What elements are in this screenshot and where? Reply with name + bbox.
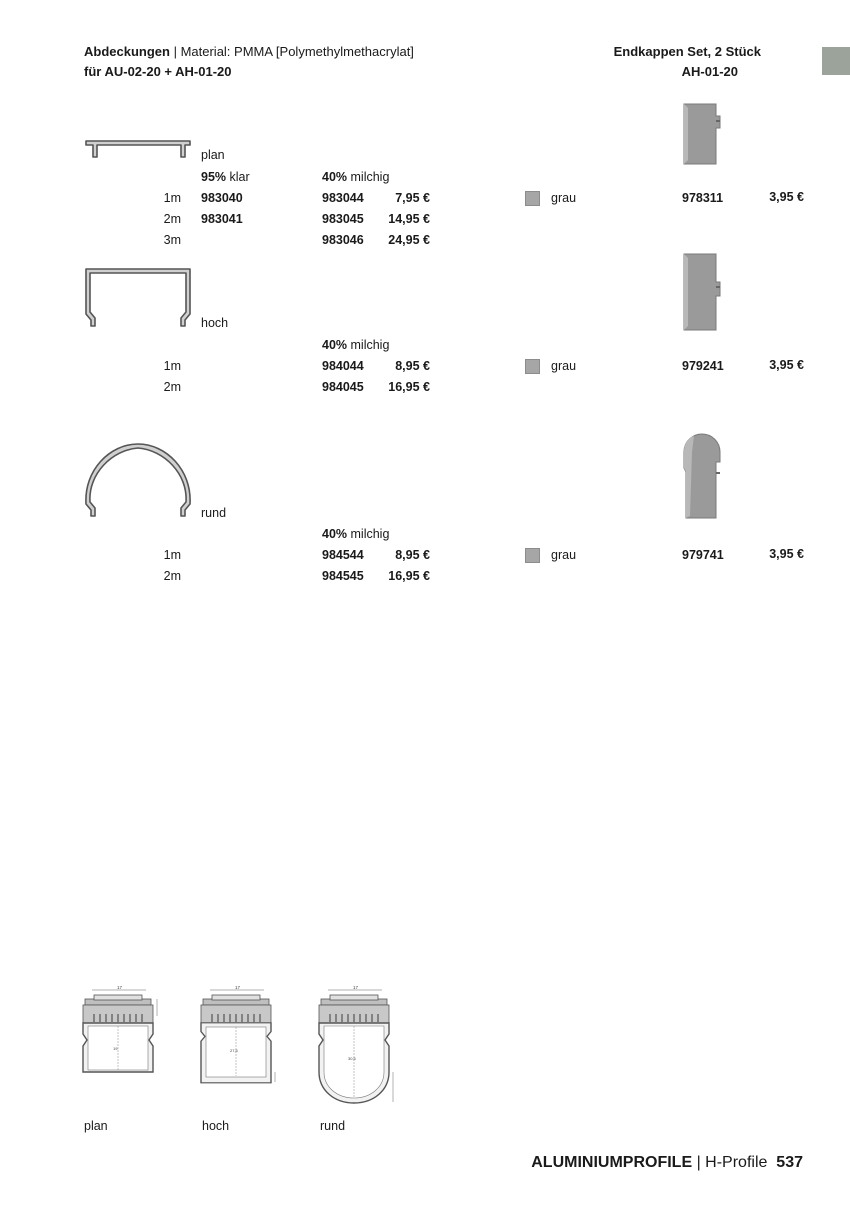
hoch-cap-swatch bbox=[525, 359, 540, 374]
dim-height-label: 27,5 bbox=[230, 1048, 238, 1053]
rund-row-price: 16,95 € bbox=[388, 569, 430, 583]
plan-row-len: 1m bbox=[163, 191, 181, 205]
plan-technical-drawing bbox=[80, 986, 160, 1082]
plan-row-milchig: 983045 bbox=[322, 212, 364, 226]
rund-row-milchig: 984545 bbox=[322, 569, 364, 583]
plan-col-klar: 95% klar bbox=[201, 170, 250, 184]
dim-height-label: 30,5 bbox=[348, 1056, 356, 1061]
rund-row-milchig: 984544 bbox=[322, 548, 364, 562]
dim-width-label: 17 bbox=[235, 985, 241, 990]
rund-row-len: 1m bbox=[163, 548, 181, 562]
hoch-cap-article: 979241 bbox=[682, 359, 724, 373]
hoch-row-price: 16,95 € bbox=[388, 380, 430, 394]
rund-label: rund bbox=[201, 506, 227, 520]
hoch-row-len: 2m bbox=[163, 380, 181, 394]
plan-cap-article: 978311 bbox=[682, 191, 724, 205]
plan-cap-price: 3,95 € bbox=[769, 190, 804, 204]
hoch-row-milchig: 984045 bbox=[322, 380, 364, 394]
chapter-tab bbox=[822, 47, 850, 75]
hoch-technical-drawing bbox=[198, 986, 278, 1082]
header-title: Abdeckungen | Material: PMMA [Polymethylmethacrylat] bbox=[84, 44, 414, 59]
dim-width-label: 17 bbox=[117, 985, 123, 990]
rund-endcap-image bbox=[680, 432, 726, 520]
rund-col-milchig: 40% milchig bbox=[322, 527, 390, 541]
caps-title: Endkappen Set, 2 Stück bbox=[613, 44, 761, 59]
plan-row-milchig: 983046 bbox=[322, 233, 364, 247]
plan-cap-color: grau bbox=[551, 191, 577, 205]
hoch-drawing-caption: hoch bbox=[202, 1119, 230, 1133]
rund-profile-icon bbox=[82, 440, 194, 520]
hoch-row-price: 8,95 € bbox=[395, 359, 430, 373]
rund-cap-color: grau bbox=[551, 548, 577, 562]
rund-cap-price: 3,95 € bbox=[769, 547, 804, 561]
rund-cap-swatch bbox=[525, 548, 540, 563]
plan-row-milchig: 983044 bbox=[322, 191, 364, 205]
hoch-row-len: 1m bbox=[163, 359, 181, 373]
hoch-row-milchig: 984044 bbox=[322, 359, 364, 373]
plan-col-milchig: 40% milchig bbox=[322, 170, 390, 184]
plan-row-price: 24,95 € bbox=[388, 233, 430, 247]
plan-cap-swatch bbox=[525, 191, 540, 206]
hoch-cap-color: grau bbox=[551, 359, 577, 373]
rund-row-len: 2m bbox=[163, 569, 181, 583]
page-number: 537 bbox=[776, 1154, 803, 1171]
plan-profile-icon bbox=[84, 138, 194, 162]
plan-row-klar: 983040 bbox=[201, 191, 243, 205]
hoch-endcap-image bbox=[680, 252, 726, 332]
page-footer: ALUMINIUMPROFILE | H-Profile 537 bbox=[531, 1154, 803, 1171]
rund-technical-drawing bbox=[316, 986, 396, 1104]
rund-drawing-caption: rund bbox=[320, 1119, 346, 1133]
plan-row-len: 2m bbox=[163, 212, 181, 226]
dim-height-label: 19 bbox=[113, 1046, 118, 1051]
rund-cap-article: 979741 bbox=[682, 548, 724, 562]
hoch-cap-price: 3,95 € bbox=[769, 358, 804, 372]
plan-row-price: 7,95 € bbox=[395, 191, 430, 205]
plan-endcap-image bbox=[680, 102, 726, 166]
hoch-col-milchig: 40% milchig bbox=[322, 338, 390, 352]
plan-row-klar: 983041 bbox=[201, 212, 243, 226]
hoch-profile-icon bbox=[82, 266, 194, 330]
plan-row-price: 14,95 € bbox=[388, 212, 430, 226]
caps-subtitle: AH-01-20 bbox=[681, 64, 738, 79]
hoch-label: hoch bbox=[201, 316, 229, 330]
plan-row-len: 3m bbox=[163, 233, 181, 247]
plan-drawing-caption: plan bbox=[84, 1119, 108, 1133]
plan-label: plan bbox=[201, 148, 225, 162]
header-subtitle: für AU-02-20 + AH-01-20 bbox=[84, 64, 232, 79]
rund-row-price: 8,95 € bbox=[395, 548, 430, 562]
dim-width-label: 17 bbox=[353, 985, 359, 990]
